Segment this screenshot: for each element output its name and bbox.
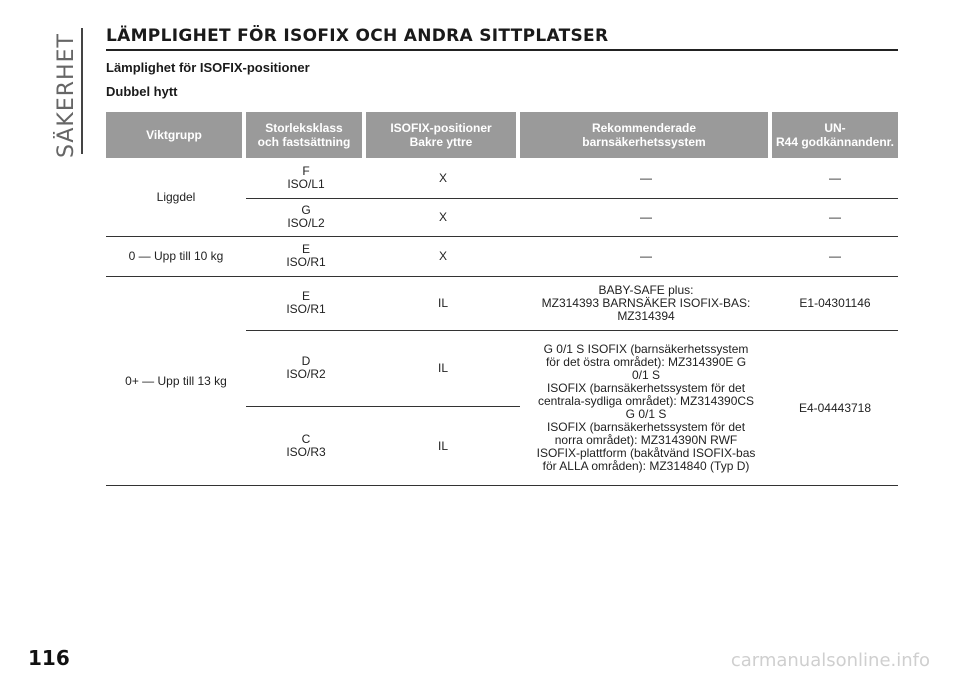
table-row-class: F ISO/L1 <box>287 164 325 191</box>
table-bottom-rule <box>106 485 898 486</box>
header-un: UN- R44 godkännandenr. <box>772 112 898 158</box>
header-recommended: Rekommenderade barnsäkerhetssystem <box>520 112 768 158</box>
watermark: carmanualsonline.info <box>730 650 930 671</box>
table-row-position: IL <box>437 360 448 375</box>
title-rule <box>106 49 898 51</box>
table-row-un: E1-04301146 <box>799 295 871 310</box>
header-isofix-positions: ISOFIX-positioner Bakre yttre <box>366 112 516 158</box>
merged-un-cell: E4-04443718 <box>798 400 872 415</box>
table-row-position: X <box>438 248 447 263</box>
row-divider <box>106 276 898 277</box>
table-row-position: IL <box>437 438 448 453</box>
group-0: 0 — Upp till 10 kg <box>128 248 224 263</box>
table-row-recommended: — <box>640 170 652 185</box>
table-row-position: X <box>438 209 447 224</box>
table-row-class: D ISO/R2 <box>286 354 326 381</box>
page-number: 116 <box>28 646 70 670</box>
table-row-class: E ISO/R1 <box>286 242 326 269</box>
table-row-position: X <box>438 170 447 185</box>
table-row-position: IL <box>437 295 448 310</box>
page-title: LÄMPLIGHET FÖR ISOFIX OCH ANDRA SITTPLATSER <box>106 26 609 46</box>
table-row-class: E ISO/R1 <box>286 289 326 316</box>
table-row-recommended: — <box>640 248 652 263</box>
header-size-class: Storleksklass och fastsättning <box>246 112 362 158</box>
group-liggdel: Liggdel <box>156 189 196 204</box>
table-row-class: C ISO/R3 <box>286 432 326 459</box>
header-weight-group: Viktgrupp <box>106 112 242 158</box>
table-row-recommended: — <box>640 209 652 224</box>
side-divider <box>81 28 83 154</box>
row-divider <box>246 330 898 331</box>
section-side-label: SÄKERHET <box>54 33 79 158</box>
row-divider <box>246 406 520 407</box>
section-heading: Dubbel hytt <box>106 84 178 99</box>
table-row-un: — <box>829 209 841 224</box>
table-row-recommended: BABY-SAFE plus: MZ314393 BARNSÄKER ISOFIX-BAS: MZ314394 <box>541 282 751 323</box>
table-row-un: — <box>829 248 841 263</box>
group-0plus: 0+ — Upp till 13 kg <box>125 373 227 388</box>
isofix-table <box>106 112 898 486</box>
merged-recommended-cell: G 0/1 S ISOFIX (barnsäkerhetssystem för det östra området): MZ314390E G 0/1 S ISOFIX (barnsäkerhetssystem för det centrala-sydliga området): MZ314390CS G 0/1 S ISOFIX (barnsäkerhetssystem för det norra området): MZ314390N RWF ISOFIX-plattform (bakåtvänd ISOFIX-bas för ALLA områden): MZ314840 (Typ D) <box>536 342 756 473</box>
table-row-class: G ISO/L2 <box>287 203 325 230</box>
row-divider <box>106 236 898 237</box>
row-divider <box>246 198 898 199</box>
subtitle: Lämplighet för ISOFIX-positioner <box>106 60 310 75</box>
table-row-un: — <box>829 170 841 185</box>
